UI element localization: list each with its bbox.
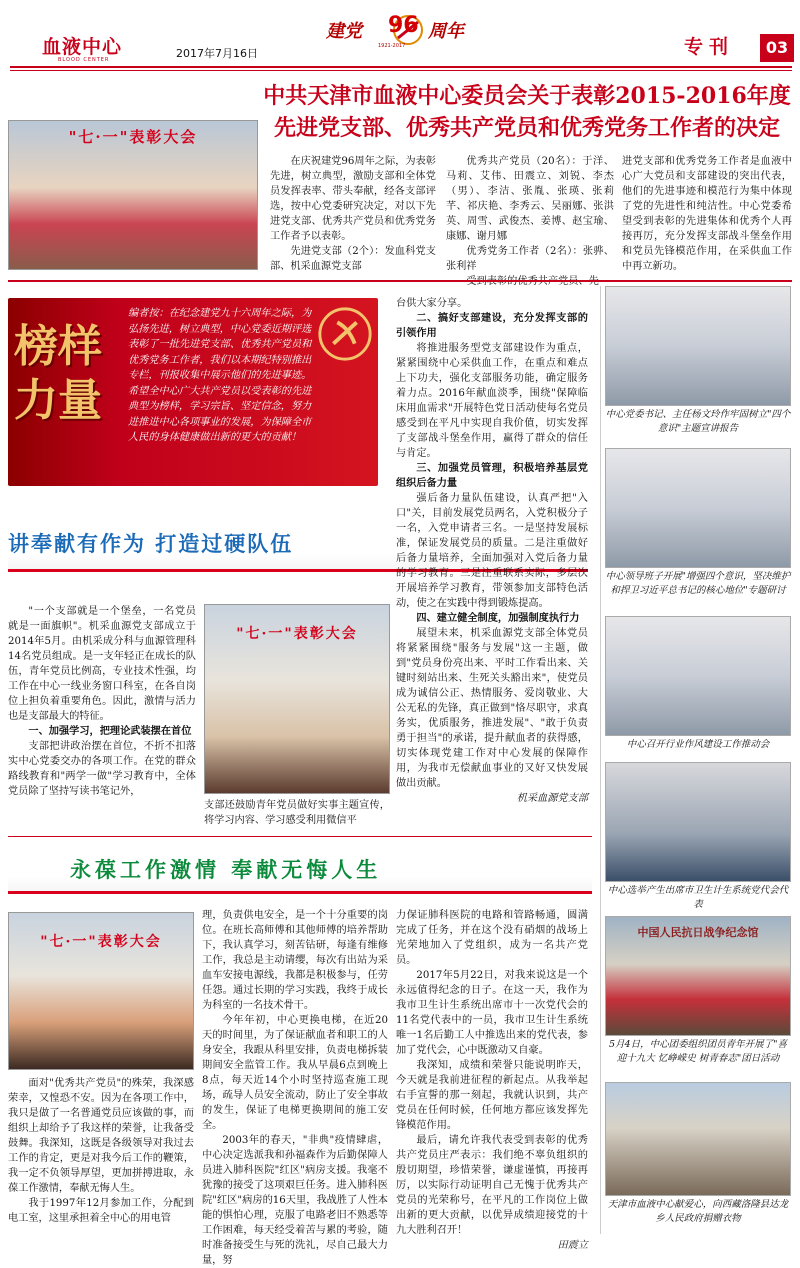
sidebar-caption-2: 中心领导班子开展"增强四个意识，坚决维护和捍卫习近平总书记的核心地位"专题研讨 [605,571,791,596]
section1-right-p4: 展望未来，机采血源党支部全体党员将紧紧围绕"服务与发展"这一主题，做到"党员身份亮出来、平时工作看出来、关键时刻站出来、生死关头豁出来"，使党员成为诚信公正、热情服务、爱岗敬业、大公无私的先锋，真正做到"恪尽职守，求真务实，优质服务，推进发展"、"敢于负责勇于担当"的承诺，提升献血者的获得感，切实体现党建工作对中心发展的保障作用，为我市无偿献血事业的又好又快发展做出贡献。 [396,628,588,789]
sidebar-caption-5: 5月4日，中心团委组织团员青年开展了"喜迎十九大 忆峥嵘史 树青春志"团日活动 [609,1039,787,1064]
sidebar-photo-5 [605,916,791,1036]
anniversary-years: 1921-2017 [378,43,406,49]
photo-banner-text: "七·一"表彰大会 [68,128,198,146]
decision-text2b: 优秀党务工作者（2名）：张骅、张利祥 [446,246,614,272]
sidebar-caption-3: 中心召开行业作风建设工作推动会 [626,739,770,750]
section2-photo-banner: "七·一"表彰大会 [40,934,162,950]
section1-right-col [396,296,588,806]
section2-col3 [396,908,588,1253]
section2-signature: 田震立 [557,1240,588,1251]
decision-text1b: 先进党支部（2个）：发血科党支部、机采血源党支部 [270,246,436,272]
section2-c2-p2: 今年年初，中心更换电梯，在近20天的时间里，为了保证献血者和职工的人身安全，我跟从科里安排，负责电梯拆装期间安全监管工作。我从早晨6点到晚上8点，每天近14个小时坚持巡查施工现场，疏导人员安全流动，防止了安全事故的发生，保证了电梯更换期间的施工安全。 [202,1015,388,1131]
party-emblem-icon [316,305,374,363]
section-divider [8,280,792,282]
header-logo: 血液中心 [42,36,123,58]
headline-line2: 先进党支部、优秀共产党员和优秀党务工作者的决定 [273,115,780,141]
section2-c2-p1: 理，负责供电安全，是一个十分重要的岗位。在班长高师傅和其他师傅的培养帮助下，我认真学习，刻苦钻研，每逢有维修工作，我总是主动请缨，每次有出站为采血车安接电源线，我都是积极参与，任劳任怨。通过长期的学习实践，我终于成长为科室的一名技术骨干。 [202,910,388,1011]
anniversary-text: 建党 [326,21,362,42]
section1-right-p3: 强后备力量队伍建设，认真严把"入口"关，目前发展党员两名，入党积极分子一名，入党申请者三名。一是坚持发展标准，保证发展党员的质量。二是注重做好后备力量培养，全面加强对入党后备力量的学习教育。三是注重联系实际，多层次开展培养学习教育，带领参加支部特色活动，使之在实践中得到锻炼提高。 [396,493,588,609]
section1-right-h2: 二、搞好支部建设，充分发挥支部的引领作用 [396,312,588,339]
section1-right-h4: 四、建立健全制度，加强制度执行力 [416,612,580,624]
section2-speaker-photo [8,912,194,1070]
section2-col1 [8,1076,194,1226]
section1-title: 讲奉献有作为 打造过硬队伍 [8,532,294,556]
section1-left-p1: "一个支部就是一个堡垒，一名党员就是一面旗帜"。机采血源党支部成立于2014年5月。由机采成分科与血源管理科14名党员组成。是一支年轻正在成长的队伍，青年党员比例高，专业技术性强，均工作在中心一线业务窗口科室，在各自岗位上担负着重要角色。因此，激情与活力也是支部最大的特征。 [8,606,196,722]
section1-signature: 机采血源党支部 [516,793,588,804]
anniversary-suffix: 周年 [428,21,464,42]
section1-right-h3: 三、加强党员管理，积极培养基层党组织后备力量 [396,462,588,489]
sidebar-caption-1: 中心党委书记、主任杨文玲作牢固树立"四个意识"主题宣讲报告 [605,409,791,434]
decision-col2 [446,154,614,289]
section1-speaker-photo [204,604,390,794]
decision-text2: 优秀共产党员（20名）：于洋、马莉、艾伟、田震立、刘锐、李杰（男）、李洁、张胤、张瑛、张莉芊、祁庆艳、李秀云、吴丽娜、张洪英、周雪、武俊杰、姜博、赵宝瑜、康娜、谢月娜 [446,156,614,242]
section2-c1-p1: 面对"优秀共产党员"的殊荣，我深感荣幸，又惶恐不安。因为在各项工作中，我只是做了一名普通党员应该做的事，而组织上却给予了我这样的荣誉，让我备受鼓舞。我深知，这既是各级领导对我过去工作的肯定，更是对我今后工作的鞭策，我一定不负领导厚望，更加拼搏进取，永葆工作激情，奉献无悔人生。 [8,1078,194,1194]
headline-line1: 中共天津市血液中心委员会关于表彰2015-2016年度 [263,83,791,109]
sidebar-photo-6 [605,1082,791,1196]
headline [262,80,792,144]
sidebar-photo-4 [605,762,791,882]
award-ceremony-photo [8,120,258,270]
section1-photo-banner: "七·一"表彰大会 [236,626,358,642]
sidebar-photo-3 [605,616,791,736]
decision-col1 [270,154,436,274]
sidebar-photo-5-text: 中国人民抗日战争纪念馆 [637,926,759,939]
decision-col3 [622,154,792,274]
sidebar-caption-4: 中心选举产生出席市卫生计生系统党代会代表 [607,885,789,910]
sidebar-caption-6: 天津市血液中心献爱心，向西藏洛隆县达龙乡人民政府捐赠衣物 [607,1199,789,1224]
section2-title: 永葆工作激情 奉献无悔人生 [70,857,382,882]
section1-left-col [8,604,196,799]
decision-text3: 进党支部和优秀党务工作者是血液中心广大党员和支部建设的突出代表，他们的先进事迹和模范行为集中体现了党的先进性和纯洁性。中心党委希望受到表彰的先进集体和优秀个人再接再厉，充分发挥支部战斗堡垒作用和党员先锋模范作用，在采供血工作中再立新功。 [622,156,792,272]
issue-date: 2017年7月16日 [176,47,258,60]
section2-col2 [202,908,388,1268]
sidebar-photo-2 [605,448,791,568]
section1-right-p0: 台供大家分享。 [396,298,468,309]
section2-c1-p2: 我于1997年12月参加工作，分配到电工室，这里承担着全中心的用电管 [8,1198,194,1224]
section1-bottom-text: 支部还鼓励青年党员做好实事主题宣传，将学习内容、学习感受利用微信平 [204,800,390,826]
page-number: 03 [760,34,794,62]
section-title: 专刊 [684,36,735,58]
section2-c3-p1: 力保证肺科医院的电路和管路畅通，圆满完成了任务，并在这个没有硝烟的战场上光荣地加入了党组织，成为一名共产党员。 [396,910,588,966]
header-rule [10,66,792,68]
editor-note: 编者按：在纪念建党九十六周年之际，为弘扬先进，树立典型，中心党委近期评选表彰了一批先进党支部、优秀共产党员和优秀党务工作者，我们以本期纪特别推出专栏，刊报收集中展示他们的先进事迹。希望全中心广大共产党员以受表彰的先进典型为榜样，学习宗旨、坚定信念，努力进推进中心各项事业的发展，为保障全市人民的身体健康做出新的更大的贡献！ [128,308,312,443]
decision-text1: 在庆祝建党96周年之际，为表彰先进，树立典型，激励支部和全体党员发挥表率、带头奉献，经各支部评选，按中心党委研究决定，对以下先进党支部、优秀共产党员和优秀党务工作者予以表彰。 [270,156,436,242]
sidebar [600,286,792,1234]
section1-right-p2: 将推进服务型党支部建设作为重点，紧紧围绕中心采供血工作，在重点和难点上下功夫，强化支部服务功能，确定服务着力点。2016年献血淡季，围绕"保障临床用血需求"开展特色党日活动使每名党员感受到在平凡中实现自我价值，切实发挥了支部战斗堡垒作用，赢得了群众的信任与肯定。 [396,343,588,459]
header-logo-en: BLOOD CENTER [58,57,110,63]
section2-rule [8,836,592,837]
sidebar-photo-1 [605,286,791,406]
section1-left-heading: 一、加强学习，把理论武装摆在首位 [28,725,192,737]
section2-c2-p3: 2003年的春天，"非典"疫情肆虐，中心决定选派我和孙福森作为后勤保障人员进入肺科医院"红区"病房支援。我毫不犹豫的接受了这项艰巨任务。进入肺科医院"红区"病房的16天里，我战胜了人性本能的惧怕心理，克服了电路老旧不熟悉等工作困难，每天经受着苦与累的考验，随时准备接受生与死的洗礼，尽自己最大力量，努 [202,1135,388,1266]
section1-left-p2: 支部把讲政治摆在首位，不折不扣落实中心党委交办的各项工作。在党的群众路线教育和"两学一做"学习教育中，全体党员除了坚持写读书笔记外， [8,741,196,797]
section2-c3-p2: 2017年5月22日，对我来说这是一个永远值得纪念的日子。在这一天，我作为我市卫生计生系统出席市十一次党代会的11名党代表中的一员，我市卫生计生系统唯一1名后勤工人中推选出来的党代表，参加了党代会，心中既激动又自豪。 [396,970,588,1056]
banner-big-text: 榜样力量 [14,321,102,426]
anniversary-number: 96 [388,13,419,38]
section2-c3-p4: 最后，请允许我代表受到表彰的优秀共产党员庄严表示：我们绝不辜负组织的殷切期望，珍惜荣誉，谦虚谨慎，再接再厉，以实际行动证明自己无愧于优秀共产党员的光荣称号，在平凡的工作岗位上做出新的更大贡献，以优异成绩迎接党的十九大胜利召开！ [396,1135,588,1236]
section2-c3-p3: 我深知，成绩和荣誉只能说明昨天，今天就是我前进征程的新起点。从我举起右手宣誓的那一刻起，我就认识到，共产党员在任何时候，任何地方都应该发挥先锋模范作用。 [396,1060,588,1131]
header-rule-thin [10,70,792,71]
